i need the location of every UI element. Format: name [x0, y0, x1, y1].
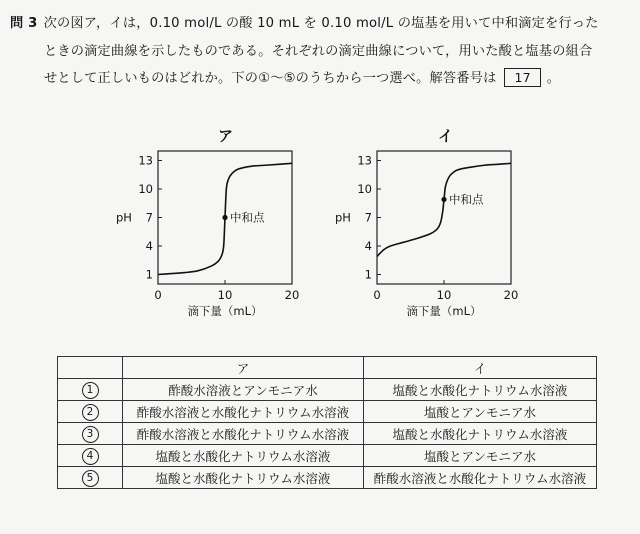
x-tick-label-a: 10 [217, 288, 233, 302]
question-period: 。 [546, 71, 561, 86]
option-i-cell: 塩酸とアンモニア水 [364, 401, 597, 423]
option-i-cell: 酢酸水溶液と水酸化ナトリウム水溶液 [364, 467, 597, 489]
table-header-row [58, 357, 597, 379]
option-i-cell: 塩酸とアンモニア水 [364, 445, 597, 467]
y-tick-label-i: 1 [364, 267, 372, 282]
y-tick-label-a: 10 [138, 182, 153, 196]
y-axis-label-i: pH [335, 210, 351, 225]
y-tick-label-i: 10 [357, 182, 372, 196]
y-tick-label-i: 13 [357, 153, 372, 168]
option-number: 2 [58, 401, 123, 423]
y-axis-label-a: pH [116, 210, 132, 225]
equivalence-label-i: 中和点 [449, 192, 484, 207]
question-text-2: ときの滴定曲線を示したものである。それぞれの滴定曲線について，用いた酸と塩基の組合 [44, 44, 593, 59]
option-i-cell: 塩酸と水酸化ナトリウム水溶液 [364, 423, 597, 445]
answer-number-box: 17 [504, 68, 540, 87]
titration-curve-i [377, 163, 511, 256]
option-number: 1 [58, 379, 123, 401]
table-header-i: イ [364, 357, 597, 379]
range-tilde: ～ [270, 71, 284, 86]
table-row [58, 379, 597, 401]
x-tick-label-i: 0 [373, 288, 381, 302]
answer-table [57, 356, 597, 489]
y-tick-label-a: 1 [145, 267, 153, 282]
option-a-cell: 酢酸水溶液とアンモニア水 [123, 379, 364, 401]
table-row [58, 445, 597, 467]
y-tick-label-i: 4 [364, 239, 372, 253]
y-tick-label-a: 7 [145, 210, 153, 225]
option-a-cell: 塩酸と水酸化ナトリウム水溶液 [123, 445, 364, 467]
plot-frame-i [377, 151, 511, 284]
table-header-num [58, 357, 123, 379]
x-tick-label-a: 0 [154, 288, 162, 302]
x-axis-label-i: 滴下量（mL） [406, 304, 482, 318]
table-header-a: ア [123, 357, 364, 379]
option-number: 5 [58, 467, 123, 489]
y-tick-label-i: 7 [364, 210, 372, 225]
option-a-cell: 酢酸水溶液と水酸化ナトリウム水溶液 [123, 423, 364, 445]
table-row [58, 467, 597, 489]
equivalence-label-a: 中和点 [230, 210, 265, 225]
option-number: 3 [58, 423, 123, 445]
option-a-cell: 酢酸水溶液と水酸化ナトリウム水溶液 [123, 401, 364, 423]
y-tick-label-a: 4 [145, 239, 153, 253]
option-number: 4 [58, 445, 123, 467]
table-row [58, 401, 597, 423]
x-tick-label-i: 20 [503, 288, 519, 302]
question-number: 問 3 [10, 16, 38, 31]
table-row [58, 423, 597, 445]
question-text-1: 次の図ア，イは，0.10 mol/L の酸 10 mL を 0.10 mol/L の塩基を用いて中和滴定を行った [43, 16, 599, 31]
range-start: ① [258, 71, 271, 86]
x-axis-label-a: 滴下量（mL） [187, 304, 263, 318]
chart-title-a: ア [218, 127, 234, 145]
question-text-3b: のうちから一つ選べ。解答番号は [295, 71, 497, 86]
equivalence-point-i [441, 197, 446, 202]
range-end: ⑤ [283, 71, 296, 86]
option-a-cell: 塩酸と水酸化ナトリウム水溶液 [123, 467, 364, 489]
y-tick-label-a: 13 [138, 153, 153, 168]
chart-title-i: イ [438, 127, 454, 145]
x-tick-label-a: 20 [284, 288, 300, 302]
x-tick-label-i: 10 [436, 288, 452, 302]
option-i-cell: 塩酸と水酸化ナトリウム水溶液 [364, 379, 597, 401]
equivalence-point-a [222, 215, 227, 220]
question-text-3a: せとして正しいものはどれか。下の [44, 71, 259, 86]
